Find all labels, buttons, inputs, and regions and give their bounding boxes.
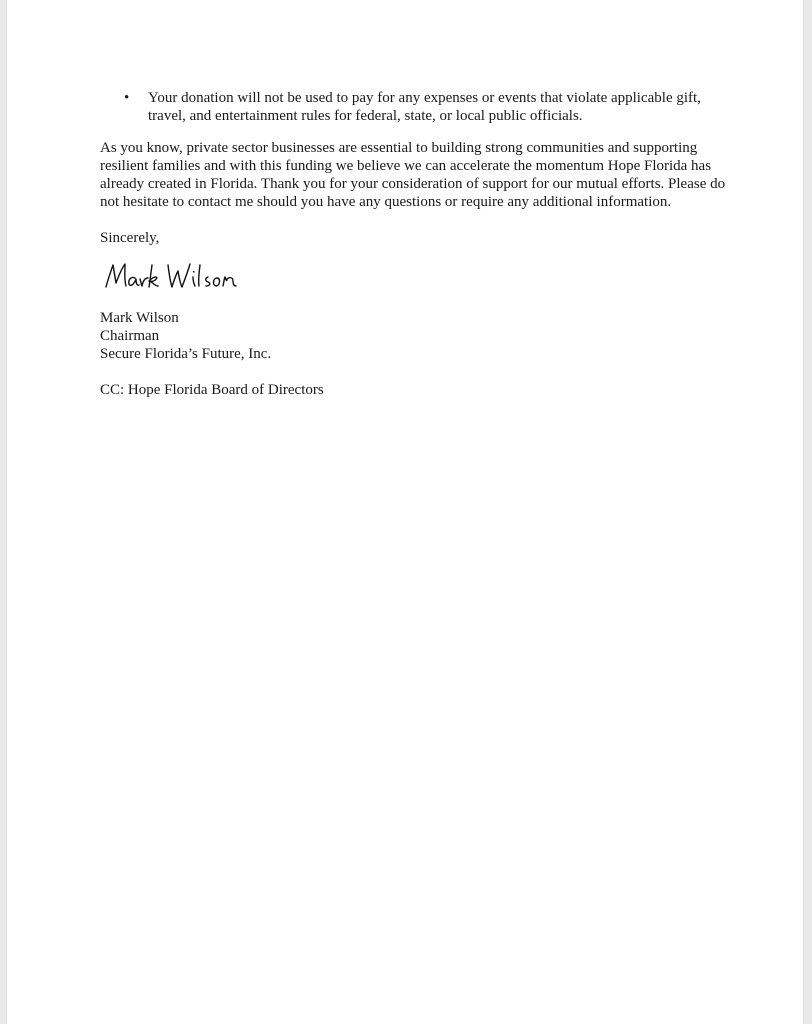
letter-body [100, 89, 730, 414]
bullet-item [100, 89, 730, 125]
cc-line: CC: Hope Florida Board of Directors [100, 382, 324, 398]
bullet-dot-icon: • [124, 90, 130, 106]
closing-salutation: Sincerely, [100, 230, 160, 246]
signer-name: Mark Wilson [100, 310, 179, 326]
signature-block [100, 309, 730, 363]
body-paragraph: As you know, private sector businesses are essential to building strong communities and supporting resilient families and with this funding we believe we can accelerate the momentum Hope Florida has already created in Florida. Thank you for your consideration of support for our mutual efforts. Please do not hesitate to contact me should you have any questions or require any additional information. [100, 140, 726, 210]
bullet-text: Your donation will not be used to pay for any expenses or events that violate applicable gift, travel, and entertainment rules for federal, state, or local public officials. [148, 90, 701, 124]
bullet-list [100, 89, 730, 125]
signer-organization: Secure Florida’s Future, Inc. [100, 346, 272, 362]
handwritten-signature [102, 257, 252, 297]
document-page [6, 0, 804, 1024]
signer-title: Chairman [100, 328, 160, 344]
